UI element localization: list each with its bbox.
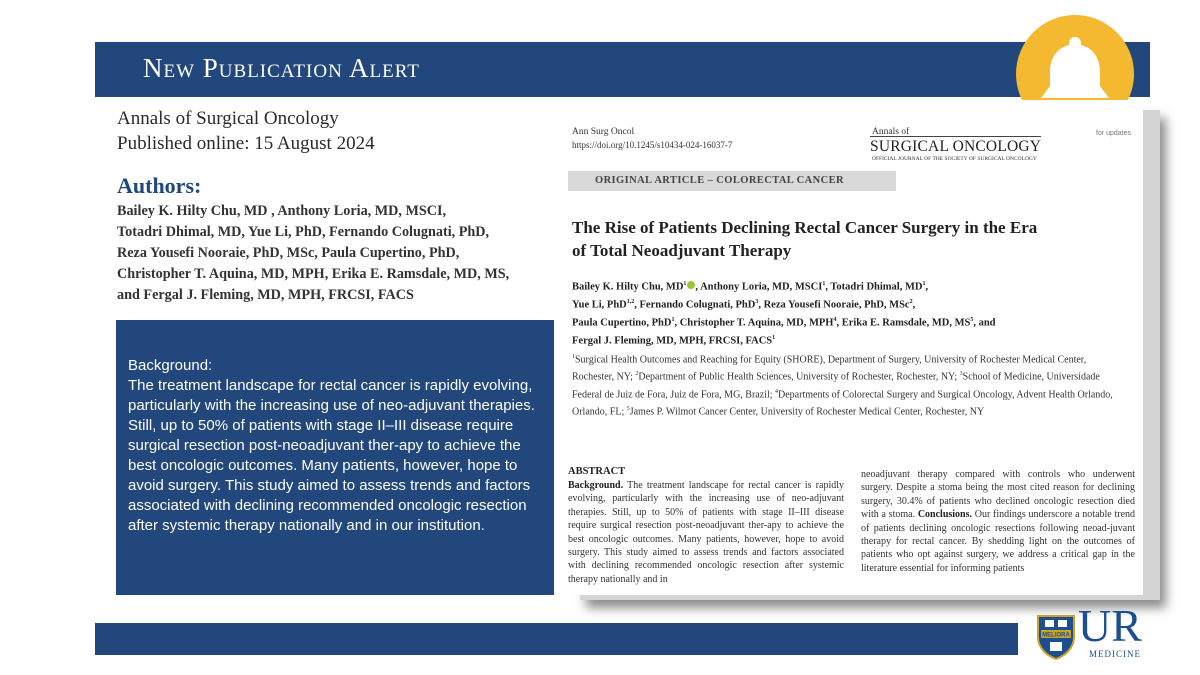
ur-logo-medicine: MEDICINE (1089, 649, 1141, 659)
paper-affiliations: $^1$Surgical Health Outcomes and Reaching for Equity (SHORE), Department of Surgery, University of Rochester Medical Center, Rochester, NY; $^2$Department of Public Health Sciences, University of Rochester, Rochester, NY; $^3$School of Medicine, Universidade Federal de Juiz de Fora, Juiz de Fora, MG, Brazil; $^4$Departments of Colorectal Surgery and Surgical Oncology, Advent Health Orlando, Orlando, FL; $^5$James P. Wilmot Cancer Center, University of Rochester Medical Center, Rochester, NY (572, 354, 1113, 418)
authors-line: and Fergal J. Fleming, MD, MPH, FRCSI, FACS (117, 287, 414, 303)
published-date: Published online: 15 August 2024 (117, 133, 375, 154)
paper-section-label: ORIGINAL ARTICLE – COLORECTAL CANCER (595, 175, 844, 186)
authors-line: Bailey K. Hilty Chu, MD , Anthony Loria, MD, MSCI, (117, 203, 447, 219)
abstract-background-head: Background. (568, 480, 624, 491)
paper-title (572, 216, 1112, 262)
authors-line: Christopher T. Aquina, MD, MPH, Erika E. Ramsdale, MD, MS, (117, 266, 510, 282)
abstract-conclusions-head: Conclusions. (917, 509, 972, 521)
check-for-updates-text: for updates (1096, 130, 1132, 137)
journal-name: Annals of Surgical Oncology (117, 108, 339, 129)
paper-abstract-col1 (568, 479, 844, 586)
ur-logo-letters: UR (1078, 600, 1142, 651)
paper-section-banner (568, 171, 896, 191)
shield-icon (1036, 613, 1076, 661)
abstract-conclusions-text: Our findings underscore a notable trend of patients declining oncologic resections following neoad-juvant therapy for rectal cancer. By shedding light on the outcomes of patients who opt against surgery, we address a critical gap in the literature essential for informing patients (861, 509, 1136, 574)
paper-doi: https://doi.org/10.1245/s10434-024-16037-7 (572, 140, 733, 150)
title-banner (95, 42, 1150, 97)
paper-logo-annals: Annals of (872, 127, 910, 137)
paper-title-line: of Total Neoadjuvant Therapy (572, 241, 792, 260)
authors-line: Totadri Dhimal, MD, Yue Li, PhD, Fernando Colugnati, PhD, (117, 224, 490, 240)
background-label: Background: (128, 357, 213, 374)
abstract-background-text: The treatment landscape for rectal cancer is rapidly evolving, particularly with the increasing use of neo-adjuvant therapies. Still, up to 50% of patients with stage II–III disease require surgical resection post-neoadjuvant ther-apy to achieve the best oncologic outcomes. Many patients, however, hope to avoid surgery. This study aimed to assess trends and factors associated with declining recommended oncologic resection after systemic therapy nationally and in (568, 480, 844, 585)
paper-preview (560, 100, 1143, 595)
paper-journal-abbrev: Ann Surg Oncol (572, 127, 635, 137)
abstract-results-text: neoadjuvant therapy compared with controls who underwent surgery. Despite a stoma being the most cited reason for declining surgery, 30.4% of patients who declined oncologic resection died with a stoma. (861, 469, 1135, 521)
paper-logo-title: SURGICAL ONCOLOGY (870, 138, 1042, 155)
paper-authors: Bailey K. Hilty Chu, $MD^1$ , Anthony Loria, MD, MSCI$^1$, Totadri Dhimal, $MD^1$, Yue Li, PhD$^{1,2}$, Fernando Colugnati, PhD$^3$, Reza Yousefi Nooraie, PhD, MSc$^2$, Paula Cupertino, PhD$^1$, Christopher T. Aquina, MD, MPH$^4$, Erika E. Ramsdale, MD, $MS^5$, and Fergal J. Fleming, MD, MPH, FRCSI, FACS$^1$ (572, 281, 996, 347)
authors-heading: Authors: (117, 173, 202, 198)
background-content (128, 356, 546, 536)
paper-abstract-col2 (861, 468, 1135, 575)
paper-logo-subtitle: OFFICIAL JOURNAL OF THE SOCIETY OF SURGICAL ONCOLOGY (872, 156, 1037, 162)
orcid-icon (687, 281, 695, 289)
banner-title: New Publication Alert (143, 53, 420, 83)
background-box (116, 320, 554, 595)
authors-line: Reza Yousefi Nooraie, PhD, MSc, Paula Cupertino, PhD, (117, 245, 460, 261)
authors-list (117, 201, 557, 306)
paper-title-line: The Rise of Patients Declining Rectal Cancer Surgery in the Era (572, 218, 1038, 237)
footer-bar (95, 623, 1018, 655)
paper-abstract-heading: ABSTRACT (568, 466, 626, 477)
background-text: The treatment landscape for rectal cancer is rapidly evolving, particularly with the increasing use of neo-adjuvant therapies. Still, up to 50% of patients with stage II–III disease require surgical resection post-neoadjuvant ther-apy to achieve the best oncologic outcomes. Many patients, however, hope to avoid surgery. This study aimed to assess trends and factors associated with declining recommended oncologic resection after systemic therapy nationally and in our institution. (128, 377, 535, 534)
shield-motto: MELIORA (1042, 632, 1070, 639)
